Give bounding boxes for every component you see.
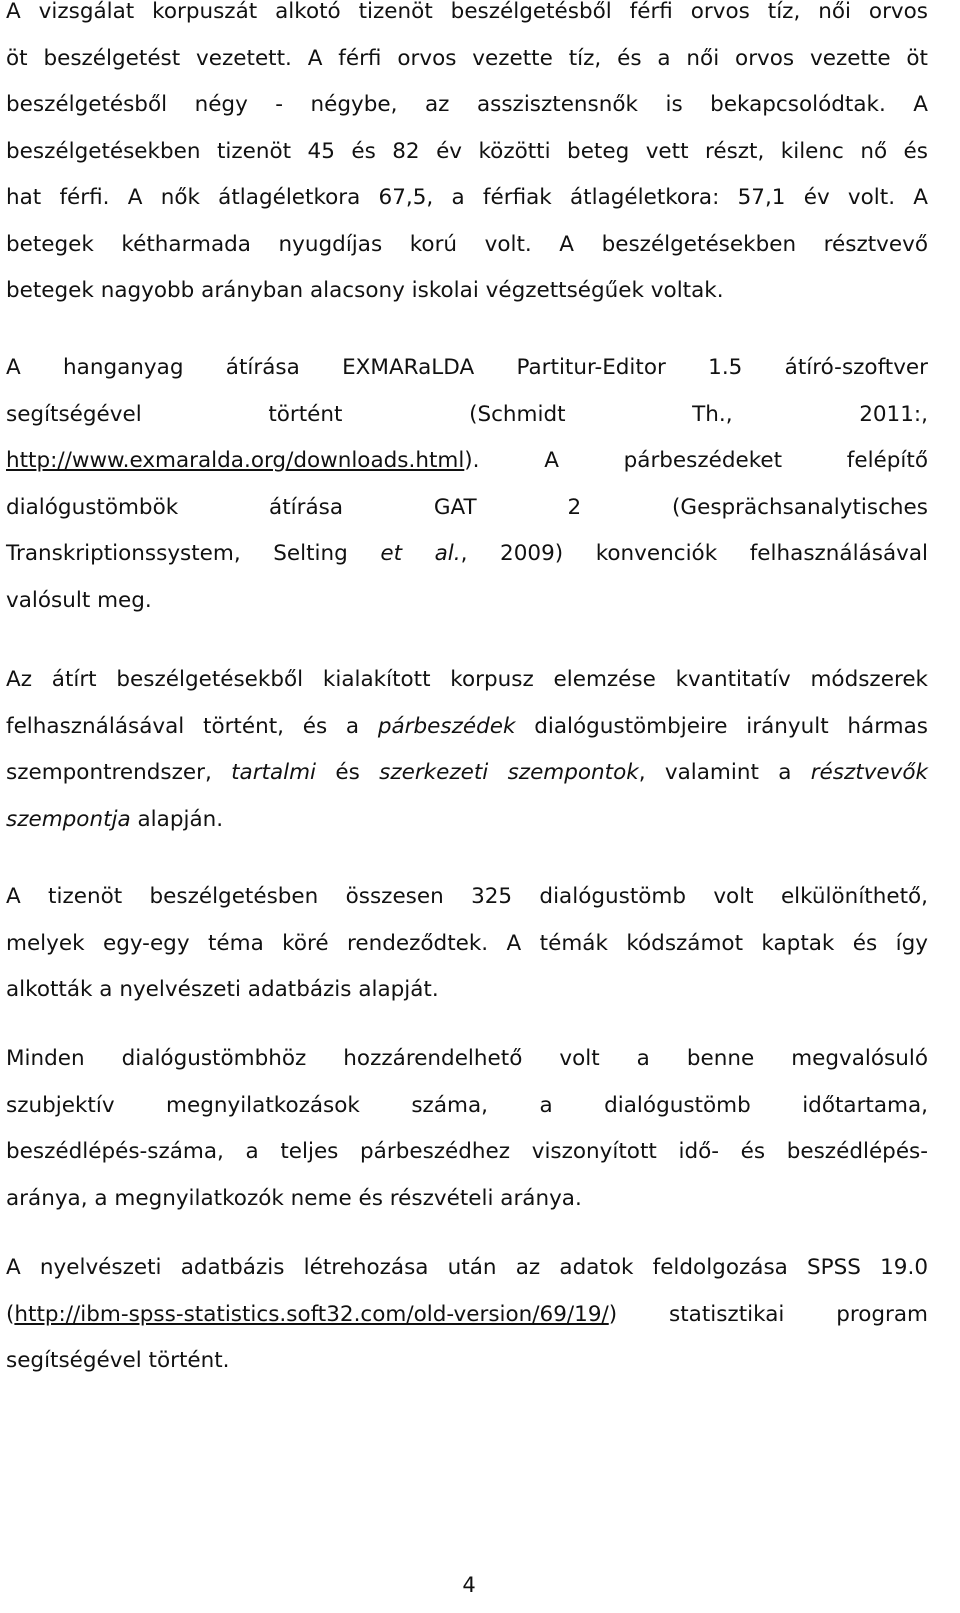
text-line: A tizenöt beszélgetésben összesen 325 dialógustömb volt elkülöníthető, [6, 884, 928, 909]
paragraph-transcription [6, 345, 928, 624]
text-line: öt beszélgetést vezetett. A férfi orvos vezette tíz, és a női orvos vezette öt [6, 45, 928, 71]
text-line: valósult meg. [6, 587, 152, 613]
text-line: melyek egy-egy téma köré rendeződtek. A témák kódszámot kaptak és így [6, 930, 928, 956]
italic-text: szerkezeti szempontok [379, 760, 639, 785]
text-fragment: ). A párbeszédeket felépítő [464, 448, 928, 473]
text-line [6, 797, 928, 844]
text-line: segítségével történt (Schmidt Th., 2011:, [6, 401, 928, 427]
text-fragment: , valamint a [638, 760, 811, 785]
text-fragment: felhasználásával történt, és a [6, 713, 378, 739]
text-line: alkották a nyelvészeti adatbázis alapját. [6, 977, 439, 1002]
text-line: A hanganyag átírása EXMARaLDA Partitur-Editor 1.5 átíró-szoftver [6, 355, 928, 380]
text-line: beszélgetésekben tizenöt 45 és 82 év közötti beteg vett részt, kilenc nő és [6, 138, 928, 164]
text-fragment: és [316, 760, 380, 785]
paragraph-variables [6, 1036, 928, 1222]
italic-text: párbeszédek [377, 713, 516, 739]
text-fragment: dialógustömbjeire irányult hármas [515, 713, 928, 739]
paragraph-analysis-method [6, 657, 928, 843]
text-line [6, 750, 928, 797]
text-line: betegek kétharmada nyugdíjas korú volt. A beszélgetésekben résztvevő [6, 231, 928, 257]
text-line [6, 1292, 928, 1339]
text-fragment: ( [6, 1301, 15, 1327]
text-fragment: , 2009) konvenciók felhasználásával [460, 541, 928, 566]
exmaralda-link[interactable]: http://www.exmaralda.org/downloads.html [6, 448, 465, 473]
text-line: Az átírt beszélgetésekből kialakított korpusz elemzése kvantitatív módszerek [6, 667, 928, 692]
text-fragment: alapján. [130, 806, 224, 832]
text-line: hat férfi. A nők átlagéletkora 67,5, a férfiak átlagéletkora: 57,1 év volt. A [6, 185, 928, 210]
text-line [6, 704, 928, 751]
text-line: A vizsgálat korpuszát alkotó tizenöt beszélgetésből férfi orvos tíz, női orvos [6, 0, 928, 24]
text-fragment: ) statisztikai program [608, 1301, 928, 1327]
text-line: szubjektív megnyilatkozások száma, a dialógustömb időtartama, [6, 1092, 928, 1118]
text-line: A nyelvészeti adatbázis létrehozása után az adatok feldolgozása SPSS 19.0 [6, 1255, 928, 1280]
text-line: dialógustömbök átírása GAT 2 (Gesprächsanalytisches [6, 494, 928, 520]
text-line: beszélgetésből négy - négybe, az asszisztensnők is bekapcsolódtak. A [6, 92, 928, 117]
text-fragment: Transkriptionssystem, Selting [6, 541, 381, 566]
text-line [6, 438, 928, 485]
text-line: betegek nagyobb arányban alacsony iskolai végzettségűek voltak. [6, 278, 724, 303]
text-line: beszédlépés-száma, a teljes párbeszédhez viszonyított idő- és beszédlépés- [6, 1139, 928, 1164]
paragraph-dialog-blocks [6, 874, 928, 1014]
italic-text: szempontja [6, 806, 131, 832]
text-fragment: szempontrendszer, [6, 760, 232, 785]
text-line: aránya, a megnyilatkozók neme és részvételi aránya. [6, 1185, 582, 1211]
paragraph-corpus-description [6, 0, 928, 315]
page-number: 4 [462, 1573, 476, 1597]
text-line: segítségével történt. [6, 1348, 230, 1373]
spss-link[interactable]: http://ibm-spss-statistics.soft32.com/old-version/69/19/ [14, 1301, 609, 1327]
text-line [6, 531, 928, 578]
paragraph-spss [6, 1245, 928, 1385]
italic-text: et al. [380, 541, 461, 566]
text-line: Minden dialógustömbhöz hozzárendelhető volt a benne megvalósuló [6, 1046, 928, 1071]
italic-text: tartalmi [231, 760, 317, 785]
italic-text: résztvevők [810, 760, 928, 785]
